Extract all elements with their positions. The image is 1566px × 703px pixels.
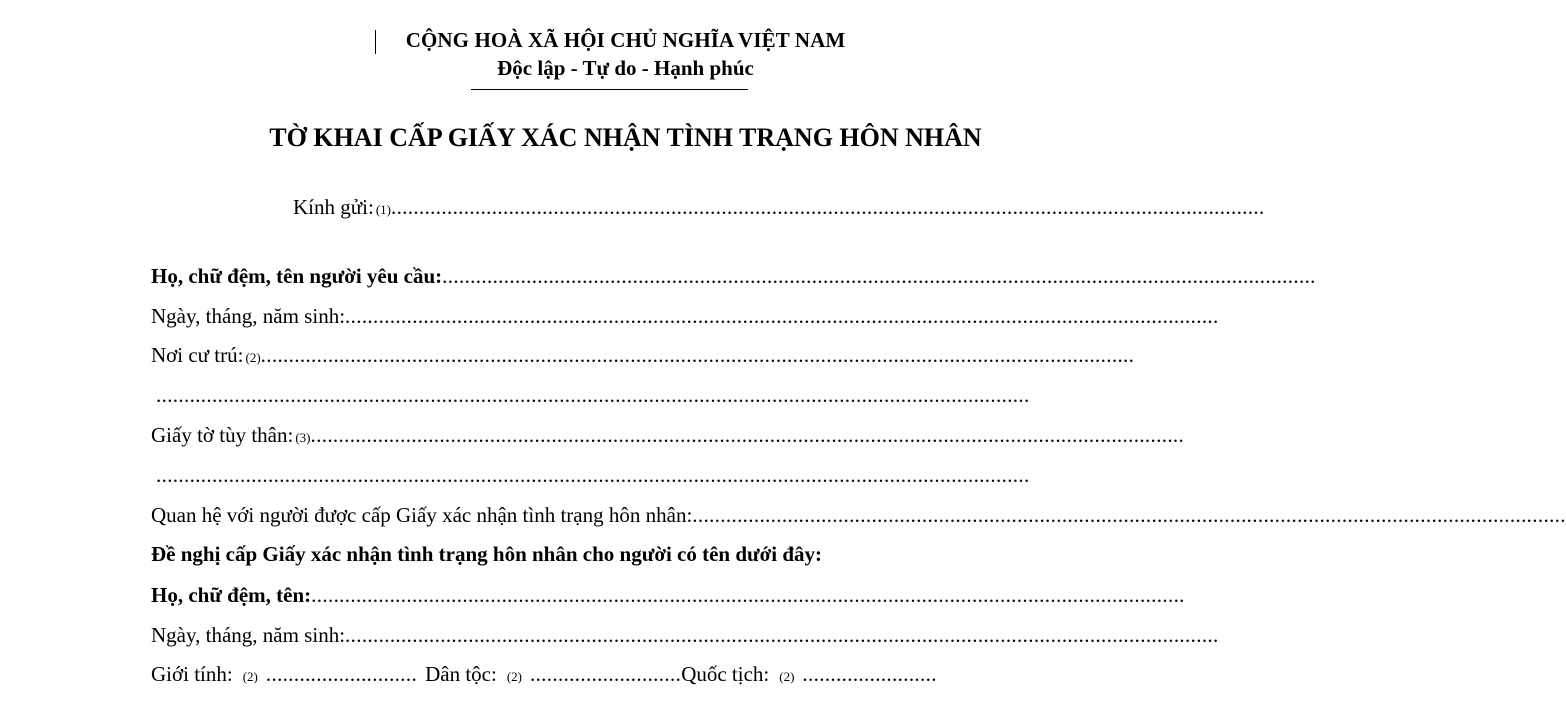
subject-demographics-row: Giới tính: (2) ........................... Dân tộc: (2) ........................... Quốc tịch: (2) ........................ bbox=[151, 662, 1085, 690]
subject-ethnicity-label: Dân tộc: bbox=[425, 662, 497, 686]
requester-id-field[interactable]: ............................................................................................................................................................ bbox=[310, 423, 1185, 447]
requester-name-row bbox=[151, 264, 1316, 292]
subject-name-label: Họ, chữ đệm, tên: bbox=[151, 583, 312, 607]
requester-name-field[interactable]: ............................................................................................................................................................ bbox=[442, 264, 1316, 288]
recipient-label: Kính gửi: bbox=[293, 195, 374, 219]
recipient-field[interactable]: ............................................................................................................................................................ bbox=[390, 195, 1265, 219]
national-motto: Độc lập - Tự do - Hạnh phúc bbox=[497, 56, 754, 80]
subject-nationality-field[interactable]: ........................ bbox=[802, 662, 937, 686]
requester-residence-label: Nơi cư trú: bbox=[151, 343, 244, 367]
requester-id-continuation bbox=[156, 463, 1085, 491]
requester-residence-field[interactable]: ............................................................................................................................................................ bbox=[260, 343, 1135, 367]
subject-dob-field[interactable]: ............................................................................................................................................................ bbox=[345, 623, 1219, 647]
subject-name-field[interactable]: ............................................................................................................................................................ bbox=[311, 583, 1185, 607]
requester-id-row: Giấy tờ tùy thân: (3) ............................................................................................................................................................ bbox=[151, 423, 1185, 447]
requester-relation-field[interactable]: ............................................................................................................................................................ bbox=[692, 503, 1566, 527]
requester-name-label: Họ, chữ đệm, tên người yêu cầu: bbox=[151, 264, 443, 288]
subject-dob-label: Ngày, tháng, năm sinh: bbox=[151, 623, 346, 647]
subject-nationality-label: Quốc tịch: bbox=[681, 662, 770, 686]
motto-underline bbox=[471, 89, 748, 90]
subject-ethnicity-field[interactable]: ........................... bbox=[529, 662, 682, 686]
request-heading-row bbox=[151, 542, 1085, 570]
recipient-row: Kính gửi: (1) ............................................................................................................................................................ bbox=[293, 195, 1265, 219]
requester-relation-row bbox=[151, 503, 1566, 531]
subject-gender-field[interactable]: ........................... bbox=[265, 662, 418, 686]
requester-residence-continuation bbox=[156, 383, 1085, 411]
subject-gender-label: Giới tính: bbox=[151, 662, 233, 686]
national-title: CỘNG HOÀ XÃ HỘI CHỦ NGHĨA VIỆT NAM bbox=[405, 28, 846, 52]
requester-dob-row bbox=[151, 304, 1219, 332]
subject-name-row bbox=[151, 583, 1185, 611]
requester-residence-row: Nơi cư trú: (2) ............................................................................................................................................................ bbox=[151, 343, 1135, 367]
requester-id-label: Giấy tờ tùy thân: bbox=[151, 423, 294, 447]
subject-dob-row bbox=[151, 623, 1219, 651]
requester-id-field-2[interactable]: ............................................................................................................................................................ bbox=[156, 463, 1030, 487]
request-heading: Đề nghị cấp Giấy xác nhận tình trạng hôn nhân cho người có tên dưới đây: bbox=[151, 542, 823, 566]
requester-dob-field[interactable]: ............................................................................................................................................................ bbox=[345, 304, 1219, 328]
requester-dob-label: Ngày, tháng, năm sinh: bbox=[151, 304, 346, 328]
requester-residence-field-2[interactable]: ............................................................................................................................................................ bbox=[156, 383, 1030, 407]
requester-relation-label: Quan hệ với người được cấp Giấy xác nhận tình trạng hôn nhân: bbox=[151, 503, 693, 527]
form-title: TỜ KHAI CẤP GIẤY XÁC NHẬN TÌNH TRẠNG HÔN NHÂN bbox=[269, 123, 982, 152]
